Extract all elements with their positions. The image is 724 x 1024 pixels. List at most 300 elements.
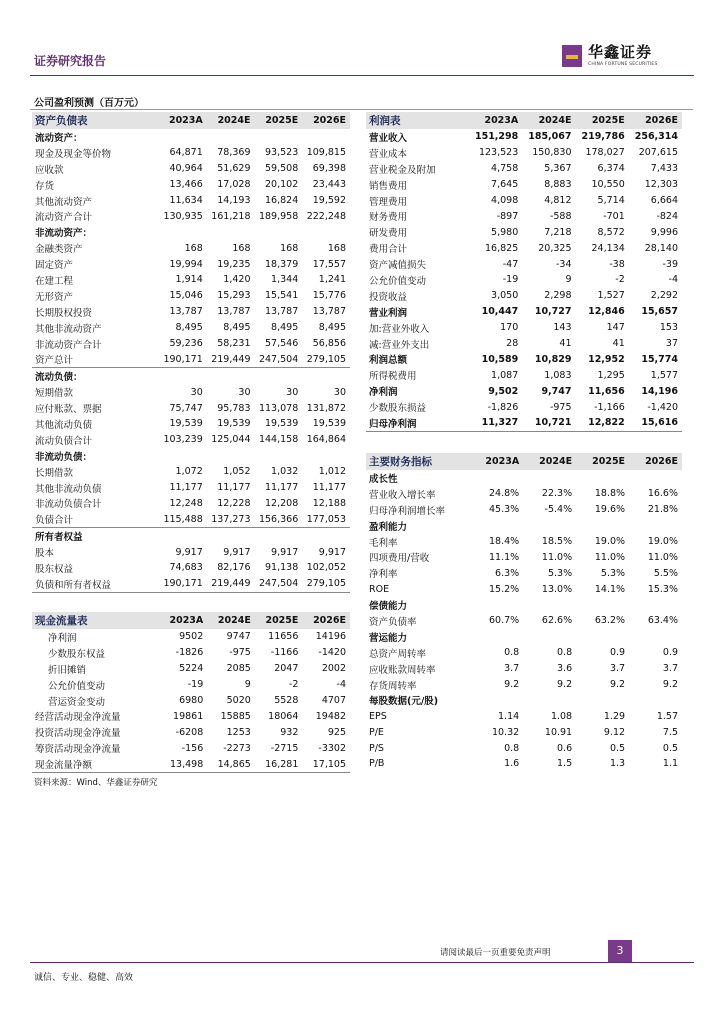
cell-value — [523, 518, 576, 534]
table-row — [366, 629, 682, 645]
row-label: 营运资金变动 — [48, 696, 106, 708]
cell-value: 19,539 — [217, 418, 251, 430]
table-row — [32, 724, 350, 740]
table-row — [366, 708, 682, 724]
cell-value: 279,105 — [302, 351, 350, 367]
table-row — [32, 336, 350, 352]
cell-value — [207, 528, 255, 544]
cell-value: 15,293 — [217, 290, 251, 302]
cell-value — [523, 692, 576, 708]
row-label: 营业税金及附加 — [369, 164, 436, 176]
table-row — [366, 486, 682, 502]
cell-value — [255, 368, 303, 384]
cell-value: 3,050 — [491, 290, 519, 302]
row-label: 营运能力 — [369, 632, 408, 644]
cell-value: 2047 — [274, 663, 299, 675]
cell-value: 12,188 — [312, 497, 346, 509]
table-row — [366, 320, 682, 336]
cell-value: 19,539 — [265, 418, 299, 430]
row-label: 存货 — [35, 180, 55, 192]
table-row — [366, 661, 682, 677]
cell-value: 14,865 — [207, 756, 255, 772]
table-row — [366, 399, 682, 415]
cell-value: -588 — [549, 210, 572, 222]
cell-value: 1.1 — [662, 758, 678, 770]
cell-value: 1,420 — [223, 274, 251, 286]
cell-value: 19.0% — [594, 536, 626, 547]
table-header-row — [32, 612, 350, 629]
row-label: 在建工程 — [35, 275, 74, 287]
cell-value: 0.5 — [609, 742, 626, 754]
row-label: 固定资产 — [35, 260, 74, 272]
cell-value: 10,447 — [481, 306, 519, 318]
row-label: 负债合计 — [32, 511, 159, 527]
year-header: 2026E — [302, 612, 350, 629]
row-label: 其他非流动资产 — [35, 323, 102, 335]
cell-value: 9,917 — [175, 546, 203, 558]
row-label: 少数股东损益 — [369, 403, 427, 415]
cell-value: 115,488 — [159, 511, 207, 527]
cell-value: 16,281 — [255, 756, 303, 772]
cell-value: 8,495 — [223, 322, 251, 334]
row-label: 流动负债合计 — [35, 435, 93, 447]
table-row — [32, 511, 350, 527]
row-label: 总资产周转率 — [369, 648, 427, 660]
cell-value: 41 — [559, 338, 572, 350]
cell-value: 4707 — [321, 695, 346, 706]
cell-value: 0.9 — [609, 647, 626, 659]
cell-value: 5020 — [226, 695, 251, 706]
cell-value: -34 — [555, 258, 572, 270]
cell-value — [523, 629, 576, 645]
cell-value: 8,495 — [175, 322, 203, 334]
cell-value: 15,657 — [641, 306, 678, 318]
cell-value: 2085 — [226, 663, 251, 675]
cell-value: 219,449 — [207, 351, 255, 367]
table-row — [32, 528, 350, 544]
row-label: 短期借款 — [35, 388, 74, 400]
table-row — [32, 432, 350, 448]
row-label: 四项费用/营收 — [369, 553, 430, 565]
cell-value: 153 — [659, 322, 678, 334]
cell-value: 15.2% — [488, 583, 520, 595]
cell-value: 30 — [286, 386, 299, 398]
cell-value — [302, 368, 350, 384]
cell-value: 18064 — [268, 710, 299, 722]
row-label: 现金及现金等价物 — [35, 148, 112, 160]
cell-value: -701 — [603, 210, 625, 222]
cell-value — [159, 129, 207, 145]
cell-value: 2,298 — [544, 290, 572, 302]
table-row — [366, 224, 682, 240]
table-row — [366, 336, 682, 352]
table-caption: 公司盈利预测（百万元） — [34, 98, 144, 109]
cell-value: 14,196 — [641, 385, 678, 397]
table-row — [32, 304, 350, 320]
cell-value: 60.7% — [488, 615, 520, 627]
cell-value: 8,495 — [271, 322, 299, 334]
cell-value: 51,629 — [217, 163, 251, 175]
table-row — [32, 448, 350, 464]
row-label: 净利润 — [48, 632, 77, 644]
table-row — [366, 415, 682, 431]
cell-value: 15,046 — [169, 290, 203, 302]
cell-value: 15,541 — [265, 290, 299, 302]
cell-value: 5.3% — [600, 567, 626, 579]
cell-value: 9.2 — [557, 679, 573, 691]
cell-value: 5528 — [274, 695, 299, 706]
cell-value: 150,830 — [532, 147, 572, 159]
cell-value: -2715 — [270, 742, 299, 754]
table-row — [32, 193, 350, 209]
cell-value: 17,028 — [217, 179, 251, 191]
row-label: 营业收入增长率 — [369, 489, 436, 501]
cell-value: 14,193 — [217, 195, 251, 206]
table-row — [32, 272, 350, 288]
cell-value: 143 — [553, 322, 572, 334]
cell-value: 1,344 — [271, 274, 299, 286]
cell-value: 6,374 — [597, 163, 625, 175]
cell-value: 37 — [665, 338, 678, 350]
cell-value: -38 — [609, 258, 625, 270]
cell-value — [523, 470, 576, 486]
cell-value — [629, 692, 682, 708]
row-label: 非流动资产： — [35, 228, 93, 240]
cell-value: 12,846 — [588, 306, 625, 318]
cell-value: -975 — [549, 401, 572, 413]
cell-value: 6.3% — [495, 567, 520, 579]
page-number: 3 — [608, 940, 632, 962]
row-label: 流动负债： — [35, 372, 83, 384]
cell-value: 13.0% — [541, 583, 573, 595]
row-label: 资产负债率 — [369, 616, 417, 628]
cell-value — [255, 129, 303, 145]
cell-value: 168 — [280, 242, 299, 254]
cell-value: 8,572 — [597, 226, 625, 238]
cell-value: 13,498 — [159, 756, 207, 772]
table-row — [366, 208, 682, 224]
cell-value: 24,134 — [591, 242, 625, 254]
cell-value: 40,964 — [169, 163, 203, 175]
table-row — [32, 129, 350, 145]
row-label: 投资收益 — [369, 291, 408, 303]
row-label: 股本 — [35, 548, 55, 560]
cell-value: 144,158 — [258, 434, 299, 446]
cell-value: 9,502 — [488, 385, 519, 397]
cell-value: 9.2 — [662, 679, 678, 691]
row-label: 投资活动现金净流量 — [35, 728, 121, 740]
cell-value: -1,166 — [594, 401, 625, 413]
cell-value: -4 — [668, 274, 678, 286]
cell-value: 11,634 — [169, 195, 203, 206]
cell-value — [207, 448, 255, 464]
row-label: 流动资产合计 — [35, 212, 93, 224]
cell-value: 18,379 — [265, 258, 299, 270]
footer-divider — [30, 962, 694, 963]
cell-value: 1.29 — [603, 710, 626, 722]
cell-value: 91,138 — [265, 562, 299, 574]
cell-value: 1,087 — [491, 369, 519, 381]
cell-value: 11.0% — [594, 551, 626, 563]
row-label: 应收款 — [35, 164, 64, 176]
table-row — [366, 256, 682, 272]
row-label: 其他流动负债 — [35, 419, 93, 431]
cell-value: -1826 — [175, 647, 204, 659]
cell-value: 17,557 — [312, 258, 346, 270]
cell-value — [159, 368, 207, 384]
cell-value: 30 — [190, 386, 203, 398]
cell-value: 279,105 — [302, 576, 350, 592]
cell-value: 0.9 — [662, 647, 678, 659]
cell-value: 9,747 — [541, 385, 572, 397]
cell-value: 5.5% — [653, 567, 678, 579]
table-row — [366, 534, 682, 550]
cell-value: 23,443 — [312, 179, 346, 191]
cell-value — [302, 448, 350, 464]
cell-value: 7,218 — [544, 226, 572, 238]
cell-value — [159, 528, 207, 544]
cell-value: 11,177 — [265, 482, 299, 494]
cell-value: 57,546 — [265, 338, 299, 350]
cell-value: -47 — [502, 258, 519, 270]
row-label: 加:营业外收入 — [369, 323, 430, 335]
cell-value: 9.12 — [603, 726, 626, 738]
cell-value: 3.7 — [662, 663, 678, 675]
cell-value: 190,171 — [159, 576, 207, 592]
cell-value: 11,656 — [588, 385, 625, 397]
cell-value: 19.0% — [647, 536, 678, 547]
cell-value: 7,433 — [650, 163, 678, 175]
cell-value: 1.6 — [504, 758, 520, 770]
row-label: 筹资活动现金净流量 — [35, 744, 121, 756]
cell-value — [302, 129, 350, 145]
financial-ratios-table — [366, 453, 682, 772]
cell-value: 7.5 — [662, 726, 678, 738]
cell-value: 20,325 — [538, 242, 572, 254]
table-row — [32, 661, 350, 677]
cell-value: -1,826 — [487, 401, 519, 413]
row-label: 非流动负债合计 — [35, 499, 102, 511]
cell-value: 64,871 — [169, 147, 203, 159]
cell-value: 16,824 — [265, 195, 299, 206]
row-label: 研发费用 — [369, 228, 408, 240]
cell-value: 189,958 — [258, 210, 299, 222]
balance-sheet-table — [32, 112, 350, 593]
cell-value: 1,083 — [544, 369, 572, 381]
cell-value: 247,504 — [255, 351, 303, 367]
cell-value: 63.4% — [647, 615, 678, 627]
cell-value: 130,935 — [163, 210, 203, 222]
cell-value: 5,367 — [544, 163, 572, 175]
cell-value: 16,825 — [485, 242, 519, 254]
row-label: 费用合计 — [369, 244, 408, 256]
cell-value: 13,787 — [265, 306, 299, 318]
row-label: 存货周转率 — [369, 680, 417, 692]
cell-value: 41 — [612, 338, 625, 350]
company-motto: 诚信、专业、稳健、高效 — [34, 973, 134, 983]
cell-value: -975 — [229, 647, 251, 659]
cell-value: 168 — [184, 242, 203, 254]
table-header-row — [366, 453, 682, 470]
cell-value: 103,239 — [163, 434, 203, 446]
table-row — [366, 272, 682, 288]
table-row — [366, 724, 682, 740]
cell-value — [255, 528, 303, 544]
row-label: 资产减值损失 — [369, 260, 427, 272]
cell-value — [576, 597, 629, 613]
year-header: 2023A — [159, 112, 207, 129]
table-title: 现金流量表 — [32, 612, 159, 629]
table-row — [366, 240, 682, 256]
cell-value: 12,822 — [576, 415, 629, 431]
cell-value — [469, 692, 523, 708]
table-row — [32, 480, 350, 496]
cell-value: 62.6% — [541, 615, 573, 627]
cell-value: 17,105 — [302, 756, 350, 772]
disclaimer-note: 请阅读最后一页重要免责声明 — [440, 948, 551, 958]
cell-value: 14196 — [315, 631, 346, 643]
cell-value: 0.6 — [557, 742, 573, 754]
table-row — [32, 384, 350, 400]
cell-value: 1253 — [226, 726, 251, 738]
cell-value — [576, 629, 629, 645]
cell-value: 147 — [606, 322, 625, 334]
cell-value: 137,273 — [207, 511, 255, 527]
cell-value: 93,523 — [265, 147, 299, 159]
cell-value: 19.6% — [594, 504, 626, 516]
cell-value — [576, 470, 629, 486]
cell-value — [629, 597, 682, 613]
table-row — [32, 576, 350, 592]
cell-value: 10,727 — [534, 306, 572, 318]
table-row — [32, 368, 350, 384]
cell-value — [469, 629, 523, 645]
row-label: 利润总额 — [369, 355, 408, 367]
table-row — [32, 256, 350, 272]
row-label: 净利率 — [369, 569, 398, 581]
table-row — [32, 708, 350, 724]
cell-value: 9502 — [179, 631, 204, 643]
cell-value — [207, 129, 255, 145]
cell-value: 28,140 — [644, 242, 678, 254]
company-logo — [562, 45, 658, 67]
table-row — [366, 177, 682, 193]
row-label: 资产总计 — [32, 351, 159, 367]
cell-value: -824 — [656, 210, 678, 222]
cell-value: 58,231 — [217, 338, 251, 350]
table-row — [366, 288, 682, 304]
table-row — [366, 581, 682, 597]
cell-value: 19,235 — [217, 258, 251, 270]
cell-value: 19482 — [315, 710, 346, 722]
row-label: 公允价值变动 — [48, 680, 106, 692]
cell-value: -3302 — [318, 742, 346, 754]
cell-value — [523, 597, 576, 613]
cell-value: 125,044 — [211, 434, 251, 446]
row-label: 公允价值变动 — [369, 275, 427, 287]
cell-value: 0.5 — [662, 742, 678, 754]
cell-value: 10,589 — [481, 353, 519, 365]
cell-value: 8,883 — [544, 179, 572, 191]
cell-value: 69,398 — [312, 163, 346, 175]
cell-value: 82,176 — [217, 562, 251, 574]
cell-value: 12,248 — [169, 497, 203, 509]
cell-value: 16.6% — [647, 488, 678, 500]
year-header: 2025E — [576, 112, 629, 129]
cell-value: 109,815 — [306, 147, 346, 159]
cell-value: 1,052 — [223, 466, 251, 478]
cell-value: 11.0% — [541, 551, 573, 563]
row-label: 少数股东权益 — [48, 648, 106, 660]
cell-value: 10,721 — [522, 415, 575, 431]
cell-value: 15,616 — [629, 415, 682, 431]
cell-value: 7,645 — [491, 179, 519, 191]
row-label: 盈利能力 — [369, 521, 408, 533]
table-row — [32, 740, 350, 756]
row-label: 长期借款 — [35, 467, 74, 479]
logo-subtext: CHINA FORTUNE SECURITIES — [588, 62, 658, 67]
cell-value: 3.7 — [504, 663, 520, 675]
cell-value: 78,369 — [217, 147, 251, 159]
cell-value: 28 — [506, 338, 519, 350]
cell-value: 9,996 — [650, 226, 678, 238]
cell-value: 156,366 — [255, 511, 303, 527]
table-header-row — [32, 112, 350, 129]
table-row — [366, 383, 682, 399]
row-label: 管理费用 — [369, 196, 408, 208]
cell-value: 2002 — [321, 663, 346, 675]
table-row — [366, 677, 682, 693]
table-row — [32, 495, 350, 511]
cell-value: 164,864 — [306, 434, 346, 446]
cell-value — [159, 448, 207, 464]
cell-value: 11,177 — [217, 482, 251, 494]
table-row — [366, 565, 682, 581]
cell-value: 170 — [500, 322, 519, 334]
cell-value: 4,098 — [491, 195, 519, 206]
row-label: 流动资产： — [35, 132, 83, 144]
cell-value: 56,856 — [312, 338, 346, 350]
cell-value: 256,314 — [634, 131, 678, 143]
cell-value: 19,994 — [169, 258, 203, 270]
cell-value: 30 — [238, 386, 251, 398]
year-header: 2024E — [523, 453, 576, 470]
cell-value: -1,420 — [647, 401, 678, 413]
cell-value: 1,032 — [271, 466, 299, 478]
cell-value: 3.7 — [609, 663, 626, 675]
cell-value: 0.8 — [504, 742, 520, 754]
cell-value: 11656 — [268, 631, 299, 643]
table-row — [32, 351, 350, 367]
year-header: 2024E — [207, 612, 255, 629]
cell-value: 10.91 — [544, 726, 573, 738]
table-row — [32, 464, 350, 480]
cell-value: 207,615 — [638, 147, 678, 159]
table-row — [366, 613, 682, 629]
cell-value: 102,052 — [306, 562, 346, 574]
year-header: 2024E — [522, 112, 575, 129]
cell-value: 168 — [327, 242, 346, 254]
table-row — [32, 560, 350, 576]
cell-value: 11,327 — [469, 415, 522, 431]
row-label: 偿债能力 — [369, 601, 408, 613]
cell-value: 10.32 — [491, 726, 520, 738]
row-label: 股东权益 — [35, 563, 74, 575]
cell-value: 18.8% — [594, 488, 626, 500]
cell-value: 59,236 — [169, 338, 203, 350]
table-row — [32, 145, 350, 161]
table-row — [32, 224, 350, 240]
